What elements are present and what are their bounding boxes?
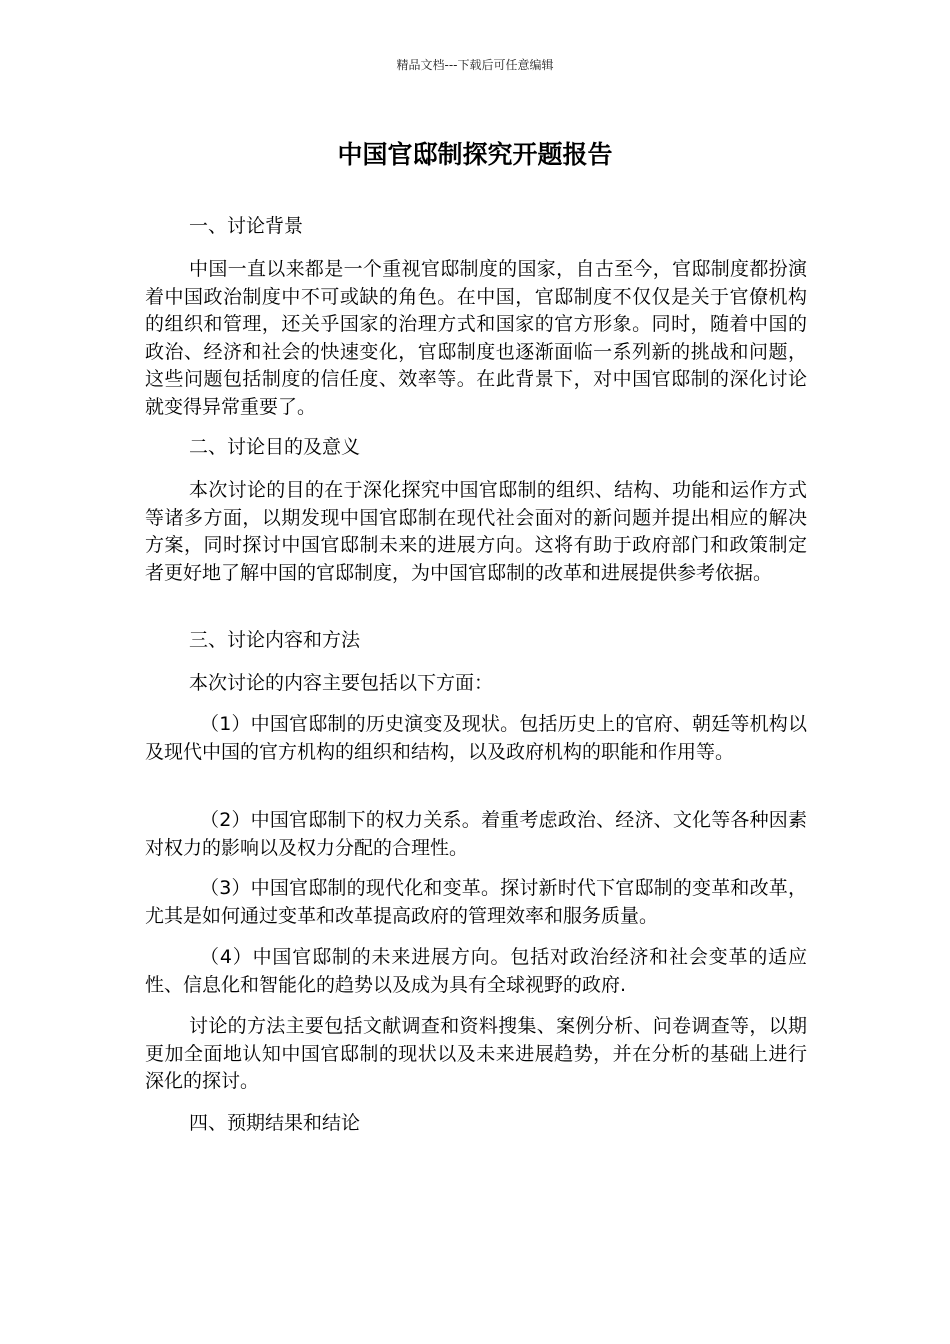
paragraph-content-intro: 本次讨论的内容主要包括以下方面： bbox=[189, 672, 494, 694]
header-note: 精品文档---下载后可任意编辑 bbox=[396, 58, 554, 72]
paragraph-purpose: 本次讨论的目的在于深化探究中国官邸制的组织、结构、功能和运作方式等诸多方面，以期发现中国官邸制在现代社会面对的新问题并提出相应的解决方案，同时探讨中国官邸制未来的进展方向。这将有助于政府部门和政策制定者更好地了解中国的官邸制度，为中国官邸制的改革和进展提供参考依据。 bbox=[145, 479, 807, 584]
list-item: （2）中国官邸制下的权力关系。着重考虑政治、经济、文化等各种因素对权力的影响以及权力分配的合理性。 bbox=[145, 809, 807, 859]
section-heading-content-method: 三、讨论内容和方法 bbox=[189, 629, 361, 651]
document-title: 中国官邸制探究开题报告 bbox=[337, 140, 613, 169]
section-heading-purpose: 二、讨论目的及意义 bbox=[189, 436, 361, 458]
paragraph-background: 中国一直以来都是一个重视官邸制度的国家，自古至今，官邸制度都扮演着中国政治制度中不可或缺的角色。在中国，官邸制度不仅仅是关于官僚机构的组织和管理，还关乎国家的治理方式和国家的官方形象。同时，随着中国的政治、经济和社会的快速变化，官邸制度也逐渐面临一系列新的挑战和问题，这些问题包括制度的信任度、效率等。在此背景下，对中国官邸制的深化讨论就变得异常重要了。 bbox=[145, 258, 807, 418]
section-heading-expected-results: 四、预期结果和结论 bbox=[189, 1112, 361, 1134]
list-item: （1）中国官邸制的历史演变及现状。包括历史上的官府、朝廷等机构以及现代中国的官方机构的组织和结构，以及政府机构的职能和作用等。 bbox=[145, 713, 807, 763]
list-item: （4）中国官邸制的未来进展方向。包括对政治经济和社会变革的适应性、信息化和智能化的趋势以及成为具有全球视野的政府. bbox=[145, 946, 807, 996]
paragraph-method: 讨论的方法主要包括文献调查和资料搜集、案例分析、问卷调查等，以期更加全面地认知中国官邸制的现状以及未来进展趋势，并在分析的基础上进行深化的探讨。 bbox=[145, 1015, 807, 1092]
section-heading-background: 一、讨论背景 bbox=[189, 215, 304, 237]
list-item: （3）中国官邸制的现代化和变革。探讨新时代下官邸制的变革和改革，尤其是如何通过变革和改革提高政府的管理效率和服务质量。 bbox=[145, 877, 807, 927]
